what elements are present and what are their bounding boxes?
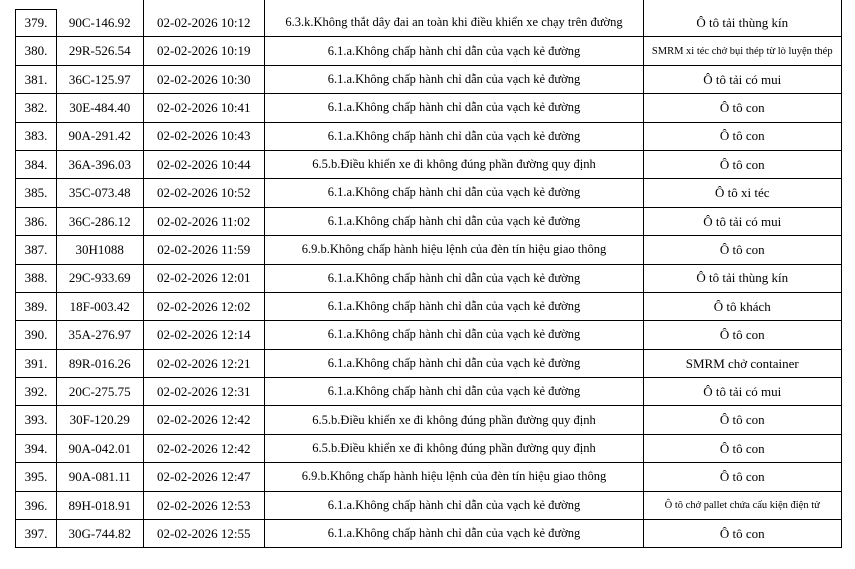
license-plate: 18F-003.42 <box>57 293 144 321</box>
row-number: 379. <box>15 9 57 37</box>
license-plate: 90A-042.01 <box>57 435 144 463</box>
row-number: 384. <box>15 151 57 179</box>
violations-table <box>15 9 842 548</box>
row-number: 382. <box>15 94 57 122</box>
vehicle-type: Ô tô chở pallet chứa cấu kiện điện tử <box>644 492 842 520</box>
license-plate: 30H1088 <box>57 236 144 264</box>
license-plate: 29R-526.54 <box>57 37 144 65</box>
vehicle-type: Ô tô con <box>644 236 842 264</box>
license-plate: 20C-275.75 <box>57 378 144 406</box>
column-border-stub <box>264 0 265 9</box>
violation-datetime: 02-02-2026 12:01 <box>144 265 266 293</box>
license-plate: 35A-276.97 <box>57 321 144 349</box>
violation-description: 6.1.a.Không chấp hành chỉ dẫn của vạch kẻ đường <box>265 66 644 94</box>
license-plate: 36C-286.12 <box>57 208 144 236</box>
vehicle-type: SMRM chở container <box>644 350 842 378</box>
vehicle-type: Ô tô con <box>644 520 842 548</box>
license-plate: 30G-744.82 <box>57 520 144 548</box>
license-plate: 35C-073.48 <box>57 179 144 207</box>
row-number: 381. <box>15 66 57 94</box>
violation-description: 6.5.b.Điều khiển xe đi không đúng phần đường quy định <box>265 406 644 434</box>
vehicle-type: Ô tô con <box>644 321 842 349</box>
vehicle-type: Ô tô tải có mui <box>644 378 842 406</box>
vehicle-type: Ô tô xi téc <box>644 179 842 207</box>
row-number: 385. <box>15 179 57 207</box>
violation-datetime: 02-02-2026 12:21 <box>144 350 266 378</box>
violation-description: 6.5.b.Điều khiển xe đi không đúng phần đường quy định <box>265 151 644 179</box>
row-number: 394. <box>15 435 57 463</box>
violation-datetime: 02-02-2026 11:59 <box>144 236 266 264</box>
violation-description: 6.1.a.Không chấp hành chỉ dẫn của vạch kẻ đường <box>265 265 644 293</box>
row-number: 391. <box>15 350 57 378</box>
violation-datetime: 02-02-2026 12:53 <box>144 492 266 520</box>
row-number: 383. <box>15 123 57 151</box>
violation-datetime: 02-02-2026 10:19 <box>144 37 266 65</box>
vehicle-type: Ô tô tải có mui <box>644 208 842 236</box>
violation-datetime: 02-02-2026 10:52 <box>144 179 266 207</box>
license-plate: 90A-081.11 <box>57 463 144 491</box>
violation-datetime: 02-02-2026 12:42 <box>144 435 266 463</box>
vehicle-type: Ô tô khách <box>644 293 842 321</box>
violation-datetime: 02-02-2026 10:43 <box>144 123 266 151</box>
vehicle-type: Ô tô con <box>644 151 842 179</box>
vehicle-type: SMRM xi téc chở bụi thép từ lò luyện thép <box>644 37 842 65</box>
violation-description: 6.1.a.Không chấp hành chỉ dẫn của vạch kẻ đường <box>265 179 644 207</box>
vehicle-type: Ô tô con <box>644 463 842 491</box>
violation-datetime: 02-02-2026 10:12 <box>144 9 266 37</box>
license-plate: 90C-146.92 <box>57 9 144 37</box>
violation-datetime: 02-02-2026 12:42 <box>144 406 266 434</box>
row-number: 392. <box>15 378 57 406</box>
violation-datetime: 02-02-2026 12:55 <box>144 520 266 548</box>
vehicle-type: Ô tô con <box>644 94 842 122</box>
violation-datetime: 02-02-2026 11:02 <box>144 208 266 236</box>
license-plate: 30E-484.40 <box>57 94 144 122</box>
violation-datetime: 02-02-2026 10:41 <box>144 94 266 122</box>
vehicle-type: Ô tô con <box>644 435 842 463</box>
vehicle-type: Ô tô tải thùng kín <box>644 265 842 293</box>
vehicle-type: Ô tô con <box>644 406 842 434</box>
violation-description: 6.1.a.Không chấp hành chỉ dẫn của vạch kẻ đường <box>265 350 644 378</box>
license-plate: 89R-016.26 <box>57 350 144 378</box>
violation-description: 6.1.a.Không chấp hành chỉ dẫn của vạch kẻ đường <box>265 321 644 349</box>
license-plate: 36A-396.03 <box>57 151 144 179</box>
row-number: 393. <box>15 406 57 434</box>
row-number: 389. <box>15 293 57 321</box>
row-number: 387. <box>15 236 57 264</box>
violation-description: 6.1.a.Không chấp hành chỉ dẫn của vạch kẻ đường <box>265 378 644 406</box>
license-plate: 29C-933.69 <box>57 265 144 293</box>
violation-description: 6.5.b.Điều khiển xe đi không đúng phần đường quy định <box>265 435 644 463</box>
violation-description: 6.1.a.Không chấp hành chỉ dẫn của vạch kẻ đường <box>265 520 644 548</box>
violation-description: 6.1.a.Không chấp hành chỉ dẫn của vạch kẻ đường <box>265 94 644 122</box>
row-number: 390. <box>15 321 57 349</box>
vehicle-type: Ô tô tải có mui <box>644 66 842 94</box>
row-number: 397. <box>15 520 57 548</box>
violation-datetime: 02-02-2026 12:47 <box>144 463 266 491</box>
row-number: 396. <box>15 492 57 520</box>
violation-datetime: 02-02-2026 12:31 <box>144 378 266 406</box>
column-border-stub <box>143 0 144 9</box>
violation-description: 6.1.a.Không chấp hành chỉ dẫn của vạch kẻ đường <box>265 37 644 65</box>
vehicle-type: Ô tô con <box>644 123 842 151</box>
violation-datetime: 02-02-2026 10:44 <box>144 151 266 179</box>
violation-datetime: 02-02-2026 10:30 <box>144 66 266 94</box>
violation-description: 6.1.a.Không chấp hành chỉ dẫn của vạch kẻ đường <box>265 123 644 151</box>
license-plate: 36C-125.97 <box>57 66 144 94</box>
violation-description: 6.1.a.Không chấp hành chỉ dẫn của vạch kẻ đường <box>265 492 644 520</box>
violation-description: 6.1.a.Không chấp hành chỉ dẫn của vạch kẻ đường <box>265 293 644 321</box>
column-border-stub <box>643 0 644 9</box>
row-number: 388. <box>15 265 57 293</box>
license-plate: 90A-291.42 <box>57 123 144 151</box>
violation-datetime: 02-02-2026 12:14 <box>144 321 266 349</box>
license-plate: 89H-018.91 <box>57 492 144 520</box>
row-number: 386. <box>15 208 57 236</box>
license-plate: 30F-120.29 <box>57 406 144 434</box>
violation-description: 6.9.b.Không chấp hành hiệu lệnh của đèn tín hiệu giao thông <box>265 463 644 491</box>
violation-description: 6.1.a.Không chấp hành chỉ dẫn của vạch kẻ đường <box>265 208 644 236</box>
row-number: 380. <box>15 37 57 65</box>
vehicle-type: Ô tô tải thùng kín <box>644 9 842 37</box>
row-number: 395. <box>15 463 57 491</box>
violation-datetime: 02-02-2026 12:02 <box>144 293 266 321</box>
violation-description: 6.9.b.Không chấp hành hiệu lệnh của đèn tín hiệu giao thông <box>265 236 644 264</box>
column-border-stub <box>841 0 842 9</box>
violation-description: 6.3.k.Không thắt dây đai an toàn khi điều khiển xe chạy trên đường <box>265 9 644 37</box>
